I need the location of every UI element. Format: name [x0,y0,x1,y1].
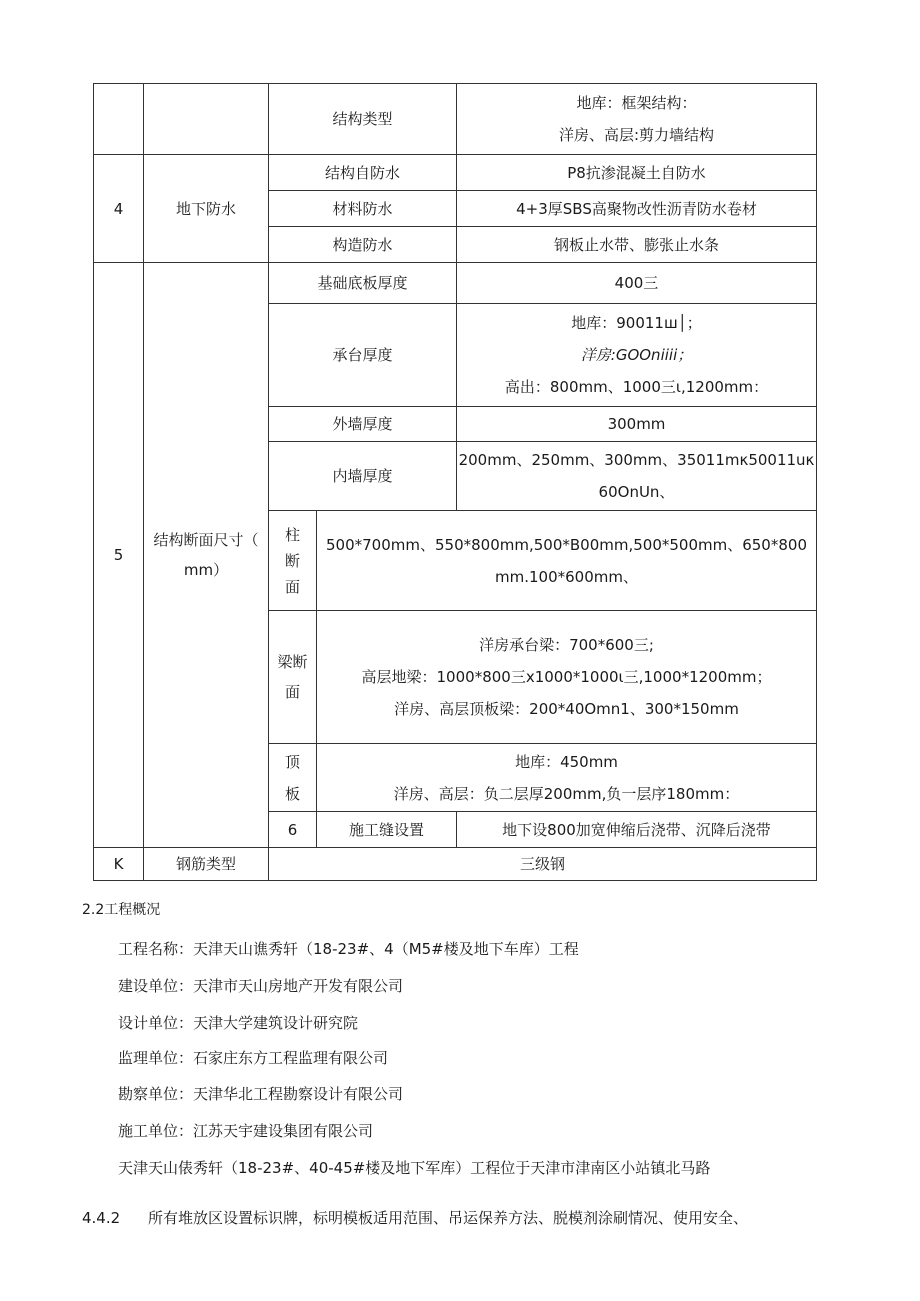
row-category: 结构断面尺寸（ mm） [144,263,269,848]
section-title: 2.2工程概况 [82,902,161,918]
project-info-line: 勘察单位：天津华北工程勘察设计有限公司 [118,1085,404,1103]
row-category: 施工缝设置 [317,812,457,848]
column-section-value: 500*700mm、550*800mm,500*B00mm,500*500mm、650*800 mm.100*600mm、 [317,511,817,611]
cap-thickness-label: 承台厚度 [269,304,457,407]
construction-joint-value: 地下设800加宽伸缩后浇带、沉降后浇带 [457,812,817,848]
sub-value: P8抗渗混凝土自防水 [457,155,817,191]
cap-thickness-value: 地库：90011ш│； 洋房:GOOniiii； 高出：800mm、1000三ι,1200mm： [457,304,817,407]
roof-slab-value: 地库：450mm 洋房、高层：负二层厚200mm,负一层序180mm： [317,744,817,812]
project-info-line: 建设单位：天津市天山房地产开发有限公司 [118,977,404,995]
project-info-line: 监理单位：石家庄东方工程监理有限公司 [118,1049,389,1067]
inner-wall-value: 200mm、250mm、300mm、35011mκ50011uκ 60OnUn、 [457,442,817,511]
project-info-line: 施工单位：江苏天宇建设集团有限公司 [118,1122,374,1140]
row-number: 6 [269,812,317,848]
sub-label: 材料防水 [269,191,457,227]
sub-value: 4+3厚SBS高聚物改性沥青防水卷材 [457,191,817,227]
sub-label: 构造防水 [269,227,457,263]
structure-spec-table [93,83,817,881]
cell-empty [94,84,144,155]
cell-empty [144,84,269,155]
roof-slab-label: 顶 板 [269,744,317,812]
base-thickness-value: 400三 [457,263,817,304]
rebar-type-value: 三级钢 [269,848,817,881]
project-info-line: 天津天山俵秀轩（18-23#、40-45#楼及地下军库）工程位于天津市津南区小站镇北马路 [118,1159,711,1177]
outer-wall-label: 外墙厚度 [269,407,457,442]
row-category: 地下防水 [144,155,269,263]
project-info-line: 工程名称：天津天山谯秀轩（18-23#、4（M5#楼及地下车库）工程 [118,940,579,958]
sub-value: 钢板止水带、膨张止水条 [457,227,817,263]
sub-label: 结构自防水 [269,155,457,191]
row-category: 钢筋类型 [144,848,269,881]
paragraph-text: 所有堆放区设置标识牌，标明模板适用范围、吊运保养方法、脱模剂涂刷情况、使用安全、 [148,1209,749,1227]
struct-type-label: 结构类型 [269,84,457,155]
base-thickness-label: 基础底板厚度 [269,263,457,304]
outer-wall-value: 300mm [457,407,817,442]
row-number: 5 [94,263,144,848]
project-info-line: 设计单位：天津大学建筑设计研究院 [118,1014,359,1032]
row-number: 4 [94,155,144,263]
column-section-label: 柱 断 面 [269,511,317,611]
paragraph-number: 4.4.2 [82,1209,121,1227]
beam-section-value: 洋房承台梁：700*600三; 高层地梁：1000*800三x1000*1000ι三,1000*1200mm； 洋房、高层顶板梁：200*40Omn1、300*150mm [317,611,817,744]
paragraph-4-4-2 [82,1207,748,1228]
beam-section-label: 梁断 面 [269,611,317,744]
row-number: K [94,848,144,881]
inner-wall-label: 内墙厚度 [269,442,457,511]
struct-type-value: 地库：框架结构： 洋房、高层:剪力墙结构 [457,84,817,155]
